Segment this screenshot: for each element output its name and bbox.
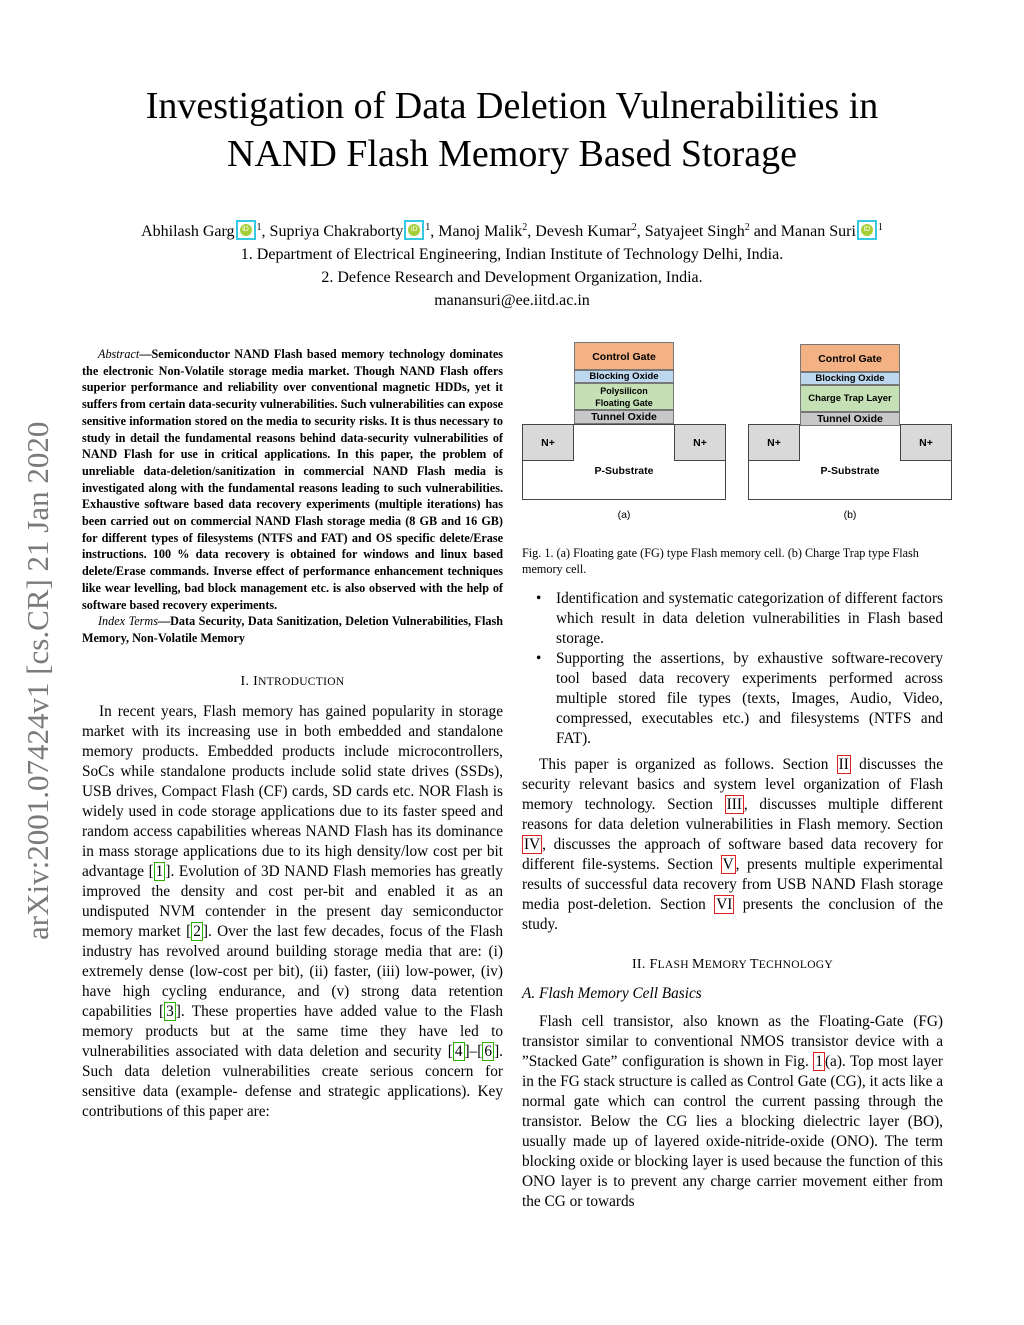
drain-region: N+	[900, 424, 952, 461]
section-heading-flash-memory: II. FLASH MEMORY TECHNOLOGY	[631, 957, 834, 972]
author-name: , Devesh Kumar	[527, 223, 632, 240]
author-name: , Manoj Malik	[430, 223, 523, 240]
panel-label-a: (a)	[617, 509, 631, 521]
affiliation-mark: 2	[522, 222, 528, 233]
section-heading-introduction: I. INTRODUCTION	[240, 673, 345, 689]
abstract	[82, 346, 503, 647]
organization-paragraph: This paper is organized as follows. Section II discusses the security relevant basics and system level organization of Flash memory technology. Section III , discusses multiple different reasons for data deletion vulnerabilities in Flash memory. Section IV , discusses the approach of software based data recovery for different file-systems. Section V , presents multiple experimental results of successful data recovery from USB NAND Flash storage media post-deletion. Section VI presents the conclusion of the study.	[522, 756, 943, 933]
index-terms-label: Index Terms	[98, 614, 158, 629]
figure-caption: Fig. 1. (a) Floating gate (FG) type Flash memory cell. (b) Charge Trap type Flash memory cell.	[522, 546, 919, 576]
affiliation-mark: 2	[744, 222, 750, 233]
author-name: Abhilash Garg	[141, 223, 235, 240]
orcid-icon[interactable]	[404, 220, 424, 240]
affiliation-mark: 1	[425, 222, 431, 233]
source-region: N+	[748, 424, 800, 461]
author-list	[60, 220, 964, 243]
arxiv-stamp: arXiv:2001.07424v1 [cs.CR] 21 Jan 2020	[20, 421, 55, 940]
introduction-body: In recent years, Flash memory has gained popularity in storage market with its increasing use in both embedded and standalone memory products. Embedded products include microcontrollers, SoCs while standalone products include solid state drives (SSDs), USB drives, Compact Flash (CF) cards, SD cards etc. NOR Flash is widely used in code storage applications due to its faster speed and random access capabilities whereas NAND Flash has its dominance in mass storage applications due to its high density/low cost per bit advantage [ 1 ]. Evolution of 3D NAND Flash memories has greatly improved the density and cost per-bit and enabled it as an undisputed NVM contender in the present day semiconductor memory market [ 2 ]. Over the last few decades, focus of the Flash industry has revolved around building storage media that are: (i) extremely dense (low-cost per bit), (ii) faster, (iii) low-power, (iv) have high cycling endurance, and (v) strong data retention capabilities [ 3 ]. These properties have added value to the Flash memory products but at the same time they have led to vulnerabilities associated with data deletion and security [ 4 ]–[ 6 ]. Such data deletion vulnerabilities create serious concern for sensitive data (example- defense and strategic applications). Key contributions of this paper are:	[82, 702, 504, 1120]
source-region: N+	[522, 424, 574, 461]
affiliation-2: 2. Defence Research and Development Organization, India.	[321, 269, 703, 286]
figure-1	[522, 340, 943, 540]
citation-link[interactable]: 3	[166, 1002, 174, 1020]
abstract-text: —Semiconductor NAND Flash based memory technology dominates the electronic Non-Volatile storage media market. Though NAND Flash offers superior performance and reliability over conventional magnetic HDDs, yet it suffers from certain data-security vulnerabilities. Such vulnerabilities can expose sensitive information stored on the media to security risks. It is thus necessary to study in detail the fundamental reasons behind data-security vulnerabilities of NAND Flash for use in critical applications. In this paper, the problem of unreliable data-deletion/sanitization in commercial NAND Flash media is investigated along with the fundamental reasons leading to such vulnerabilities. Exhaustive software based data recovery experiments (multiple iterations) has been carried out on commercial NAND Flash storage media (8 GB and 16 GB) for different types of filesystems (NTFS and FAT) and OS specific delete/Erase instructions. 100 % data recovery is obtained for windows and linux based delete/Erase commands. Inverse effect of performance enhancement techniques like wear levelling, bad block management etc. is also observed with the help of software based recovery experiments.	[82, 347, 503, 612]
section-link[interactable]: III	[726, 796, 742, 813]
control-gate-layer: Control Gate	[800, 344, 900, 372]
cell-basics-body: Flash cell transistor, also known as the Floating-Gate (FG) transistor similar to conventional NMOS transistor device with a ”Stacked Gate” configuration is shown in Fig. 1 (a). Top most layer in the FG stack structure is called as Control Gate (CG), it acts like a normal gate which can control the current passing through the transistor. Below the CG lies a blocking dielectric layer (BO), usually made up of layered oxide-nitride-oxide (ONO). The term blocking oxide or blocking layer is used because the function of this ONO layer is to prevent any charge carrier movement either from the CG or towards	[522, 1013, 943, 1210]
gate-stack	[574, 342, 674, 424]
charge-trap-layer: Charge Trap Layer	[800, 385, 900, 412]
affiliation-mark: 1	[877, 222, 883, 233]
section-link[interactable]: V	[722, 856, 734, 873]
abstract-label: Abstract	[98, 347, 140, 361]
orcid-icon[interactable]	[236, 220, 256, 240]
drain-region: N+	[674, 424, 726, 461]
title-line-1: Investigation of Data Deletion Vulnerabilities in	[145, 85, 879, 127]
floating-gate-label-1: Polysilicon	[600, 386, 648, 396]
list-item: • Supporting the assertions, by exhaustive software-recovery tool based data recovery experiments performed across multiple stored file types (texts, Images, Audio, Video, compressed, executables etc.) and filesystems (NTFS and FAT).	[522, 649, 943, 749]
author-name: , Supriya Chakraborty	[261, 223, 404, 240]
citation-link[interactable]: 6	[484, 1042, 493, 1060]
figure-link[interactable]: 1	[815, 1053, 823, 1070]
subsection-heading: A. Flash Memory Cell Basics	[522, 985, 702, 1002]
section-link[interactable]: VI	[716, 896, 733, 913]
affiliation-mark: 2	[631, 222, 637, 233]
contribution-list	[522, 589, 943, 749]
substrate-label: P-Substrate	[594, 465, 654, 477]
section-link[interactable]: II	[838, 756, 849, 773]
left-column	[82, 346, 503, 1122]
affiliation-1: 1. Department of Electrical Engineering, Indian Institute of Technology Delhi, India.	[240, 246, 784, 263]
contact-email[interactable]: manansuri@ee.iitd.ac.in	[434, 292, 590, 309]
ct-cell-diagram	[748, 342, 954, 522]
author-block	[60, 220, 964, 312]
blocking-oxide-layer: Blocking Oxide	[574, 370, 674, 383]
paper-title	[60, 82, 964, 178]
orcid-icon[interactable]	[857, 220, 877, 240]
affiliation-mark: 1	[256, 222, 262, 233]
right-column	[522, 340, 943, 1212]
tunnel-oxide-layer: Tunnel Oxide	[800, 412, 900, 426]
tunnel-oxide-layer: Tunnel Oxide	[574, 410, 674, 424]
floating-gate-layer	[574, 383, 674, 410]
index-terms-text: —Data Security, Data Sanitization, Deletion Vulnerabilities, Flash Memory, Non-Volatile Memory	[82, 614, 503, 645]
list-item: • Identification and systematic categorization of different factors which result in data deletion vulnerabilities in Flash based storage.	[522, 589, 943, 649]
fg-cell-diagram	[522, 342, 728, 522]
citation-link[interactable]: 1	[155, 862, 164, 880]
floating-gate-label-2: Floating Gate	[595, 398, 653, 408]
author-name: and Manan Suri	[749, 223, 856, 240]
citation-link[interactable]: 4	[454, 1042, 463, 1060]
gate-stack	[800, 344, 900, 426]
section-link[interactable]: IV	[524, 836, 541, 853]
substrate-label: P-Substrate	[820, 465, 880, 477]
blocking-oxide-layer: Blocking Oxide	[800, 372, 900, 385]
control-gate-layer: Control Gate	[574, 342, 674, 370]
panel-label-b: (b)	[843, 509, 857, 521]
citation-link[interactable]: 2	[193, 922, 201, 940]
author-name: , Satyajeet Singh	[636, 223, 745, 240]
title-line-2: NAND Flash Memory Based Storage	[227, 133, 797, 175]
